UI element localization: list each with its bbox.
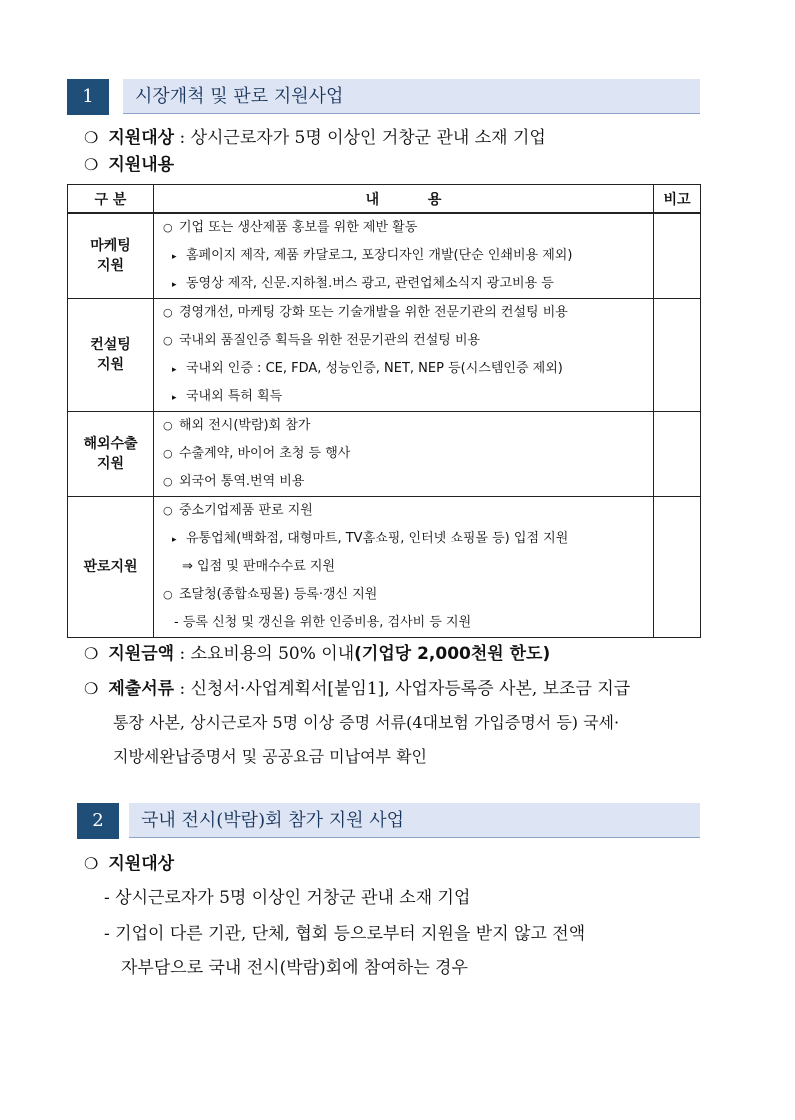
row-note [654, 497, 701, 638]
bullet-icon: ❍ [84, 155, 99, 174]
row-category [68, 497, 154, 638]
content-text: 국내외 품질인증 획득을 위한 전문기관의 컨설팅 비용 [179, 333, 481, 348]
content-text: ⇒ 입점 및 판매수수료 지원 [182, 559, 336, 574]
content-line [154, 383, 653, 411]
table-row [68, 213, 701, 299]
section2-target-line [84, 852, 174, 876]
table-row [68, 412, 701, 497]
section-title: 시장개척 및 판로 지원사업 [123, 79, 700, 114]
support-target-text: : 상시근로자가 5명 이상인 거창군 관내 소재 기업 [174, 128, 546, 148]
content-line [154, 412, 653, 440]
circle-bullet-icon: ○ [163, 475, 173, 488]
content-line [154, 440, 653, 468]
row-category-label: 지원 [96, 456, 125, 472]
circle-bullet-icon: ○ [163, 504, 173, 517]
row-category [68, 299, 154, 412]
support-target-line [84, 126, 546, 150]
support-content-label: 지원내용 [108, 155, 175, 175]
section-1-header [67, 79, 700, 115]
section-2-header [77, 803, 700, 839]
section-title: 국내 전시(박람)회 참가 지원 사업 [129, 803, 700, 838]
section-number: 2 [77, 803, 119, 839]
section-number: 1 [67, 79, 109, 115]
triangle-bullet-icon: ▸ [172, 280, 177, 290]
support-content-table [67, 184, 701, 638]
row-content [154, 412, 654, 497]
submit-docs-label: 제출서류 [108, 679, 175, 699]
support-content-line [84, 153, 174, 177]
content-line [154, 525, 653, 553]
content-line [154, 497, 653, 525]
section2-item-3: 자부담으로 국내 전시(박람)회에 참여하는 경우 [121, 958, 468, 978]
triangle-bullet-icon: ▸ [172, 535, 177, 545]
triangle-bullet-icon: ▸ [172, 365, 177, 375]
row-content [154, 497, 654, 638]
content-line [154, 581, 653, 609]
submit-docs-text-1: : 신청서·사업계획서[붙임1], 사업자등록증 사본, 보조금 지급 [174, 679, 631, 699]
content-line [154, 355, 653, 383]
row-category-label: 컨설팅 [90, 337, 131, 353]
content-line [154, 214, 653, 242]
bullet-icon: ❍ [84, 679, 99, 698]
content-text: 유통업체(백화점, 대형마트, TV홈쇼핑, 인터넷 쇼핑몰 등) 입점 지원 [186, 531, 569, 546]
content-line [154, 609, 653, 637]
content-text: 외국어 통역.번역 비용 [179, 474, 305, 489]
content-text: 조달청(종합쇼핑몰) 등록·갱신 지원 [179, 587, 378, 602]
section2-item-1: - 상시근로자가 5명 이상인 거창군 관내 소재 기업 [104, 888, 471, 908]
content-text: 기업 또는 생산제품 홍보를 위한 제반 활동 [179, 220, 418, 235]
triangle-bullet-icon: ▸ [172, 252, 177, 262]
table-header-category: 구 분 [68, 185, 154, 214]
content-text: 국내외 인증 : CE, FDA, 성능인증, NET, NEP 등(시스템인증 제외) [186, 361, 563, 376]
submit-docs-line-2: 통장 사본, 상시근로자 5명 이상 증명 서류(4대보험 가입증명서 등) 국세· [113, 713, 620, 732]
row-note [654, 412, 701, 497]
support-amount-text: : 소요비용의 50% 이내 [174, 644, 355, 664]
bullet-icon: ❍ [84, 128, 99, 147]
support-amount-limit: (기업당 2,000천원 한도) [354, 644, 551, 664]
circle-bullet-icon: ○ [163, 306, 173, 319]
table-row [68, 497, 701, 638]
row-content [154, 213, 654, 299]
content-line [154, 468, 653, 496]
content-text: 중소기업제품 판로 지원 [179, 503, 313, 518]
section2-item-2: - 기업이 다른 기관, 단체, 협회 등으로부터 지원을 받지 않고 전액 [104, 924, 586, 944]
bullet-icon: ❍ [84, 644, 99, 663]
content-line [154, 242, 653, 270]
table-body [68, 213, 701, 638]
content-text: - 등록 신청 및 갱신을 위한 인증비용, 검사비 등 지원 [174, 615, 472, 630]
content-line [154, 270, 653, 298]
table-header-note: 비고 [654, 185, 701, 214]
row-category-label: 해외수출 [83, 436, 138, 452]
bullet-icon: ❍ [84, 854, 99, 873]
circle-bullet-icon: ○ [163, 588, 173, 601]
section2-target-label: 지원대상 [108, 854, 175, 874]
content-text: 동영상 제작, 신문.지하철.버스 광고, 관련업체소식지 광고비용 등 [186, 276, 554, 291]
circle-bullet-icon: ○ [163, 447, 173, 460]
table-row [68, 299, 701, 412]
row-category-label: 판로지원 [83, 559, 138, 575]
row-category-label: 마케팅 [90, 238, 131, 254]
row-category [68, 213, 154, 299]
row-category-label: 지원 [96, 357, 125, 373]
row-note [654, 213, 701, 299]
row-content [154, 299, 654, 412]
content-line [154, 553, 653, 581]
submit-docs-line-3: 지방세완납증명서 및 공공요금 미납여부 확인 [113, 747, 428, 766]
content-line [154, 299, 653, 327]
circle-bullet-icon: ○ [163, 334, 173, 347]
content-text: 홈페이지 제작, 제품 카달로그, 포장디자인 개발(단순 인쇄비용 제외) [186, 248, 573, 263]
content-text: 국내외 특허 획득 [186, 389, 283, 404]
support-target-label: 지원대상 [108, 128, 175, 148]
row-note [654, 299, 701, 412]
circle-bullet-icon: ○ [163, 221, 173, 234]
table-header-content: 내 용 [154, 185, 654, 214]
content-text: 수출계약, 바이어 초청 등 행사 [179, 446, 351, 461]
content-text: 경영개선, 마케팅 강화 또는 기술개발을 위한 전문기관의 컨설팅 비용 [179, 305, 568, 320]
support-amount-line [84, 642, 550, 666]
row-category [68, 412, 154, 497]
triangle-bullet-icon: ▸ [172, 393, 177, 403]
content-text: 해외 전시(박람)회 참가 [179, 418, 311, 433]
submit-docs-line-1 [84, 677, 630, 701]
content-line [154, 327, 653, 355]
circle-bullet-icon: ○ [163, 419, 173, 432]
support-amount-label: 지원금액 [108, 644, 175, 664]
row-category-label: 지원 [96, 258, 125, 274]
